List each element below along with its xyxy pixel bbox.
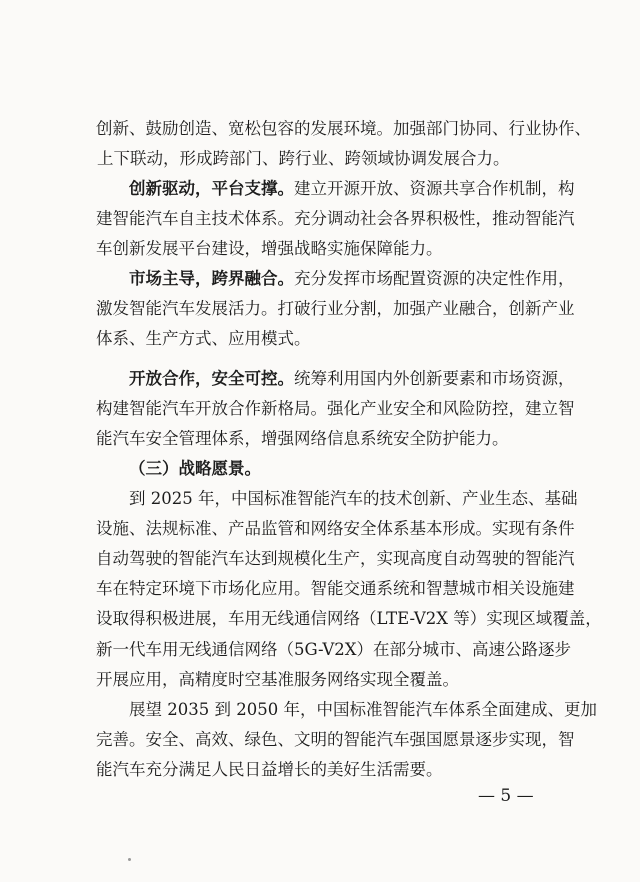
- text-line: 车创新发展平台建设，增强战略实施保障能力。: [96, 239, 443, 258]
- text-line: 能汽车安全管理体系，增强网络信息系统安全防护能力。: [96, 429, 509, 448]
- heading-innovation: 创新驱动，平台支撑。: [129, 179, 294, 198]
- heading-market: 市场主导，跨界融合。: [129, 269, 294, 288]
- paragraph-line: [129, 365, 575, 393]
- text-line: 能汽车充分满足人民日益增长的美好生活需要。: [96, 760, 443, 779]
- section-heading: （三）战略愿景。: [129, 459, 261, 478]
- text-line: 设取得积极进展，车用无线通信网络（LTE-V2X 等）实现区域覆盖，: [96, 609, 602, 628]
- text-line: 新一代车用无线通信网络（5G-V2X）在部分城市、高速公路逐步: [96, 640, 572, 659]
- text-line: 设施、法规标准、产品监管和网络安全体系基本形成。实现有条件: [96, 519, 575, 538]
- scan-speck: [128, 858, 131, 861]
- text-line: 开展应用，高精度时空基准服务网络实现全覆盖。: [96, 670, 459, 689]
- text-line: 自动驾驶的智能汽车达到规模化生产，实现高度自动驾驶的智能汽: [96, 549, 575, 568]
- heading-opening: 开放合作，安全可控。: [129, 369, 294, 388]
- text-line: 到 2025 年，中国标准智能汽车的技术创新、产业生态、基础: [129, 489, 578, 508]
- text-line: 创新、鼓励创造、宽松包容的发展环境。加强部门协同、行业协作、: [96, 119, 591, 138]
- text-line: 车在特定环境下市场化应用。智能交通系统和智慧城市相关设施建: [96, 579, 575, 598]
- text-line: 体系、生产方式、应用模式。: [96, 329, 311, 348]
- text-line: 建智能汽车自主技术体系。充分调动社会各界积极性，推动智能汽: [96, 209, 575, 228]
- text-line: 上下联动，形成跨部门、跨行业、跨领域协调发展合力。: [97, 149, 510, 168]
- paragraph-line: [129, 175, 575, 203]
- text-span: 充分发挥市场配置资源的决定性作用，: [294, 269, 575, 288]
- paragraph-line: [129, 265, 575, 293]
- text-line: 构建智能汽车开放合作新格局。强化产业安全和风险防控，建立智: [96, 399, 575, 418]
- page-number: — 5 —: [478, 786, 534, 806]
- text-span: 统筹利用国内外创新要素和市场资源，: [294, 369, 575, 388]
- text-span: 建立开源开放、资源共享合作机制，构: [294, 179, 575, 198]
- text-line: 展望 2035 到 2050 年，中国标准智能汽车体系全面建成、更加: [129, 700, 597, 719]
- text-line: 激发智能汽车发展活力。打破行业分割，加强产业融合，创新产业: [96, 299, 575, 318]
- text-line: 完善。安全、高效、绿色、文明的智能汽车强国愿景逐步实现，智: [96, 730, 575, 749]
